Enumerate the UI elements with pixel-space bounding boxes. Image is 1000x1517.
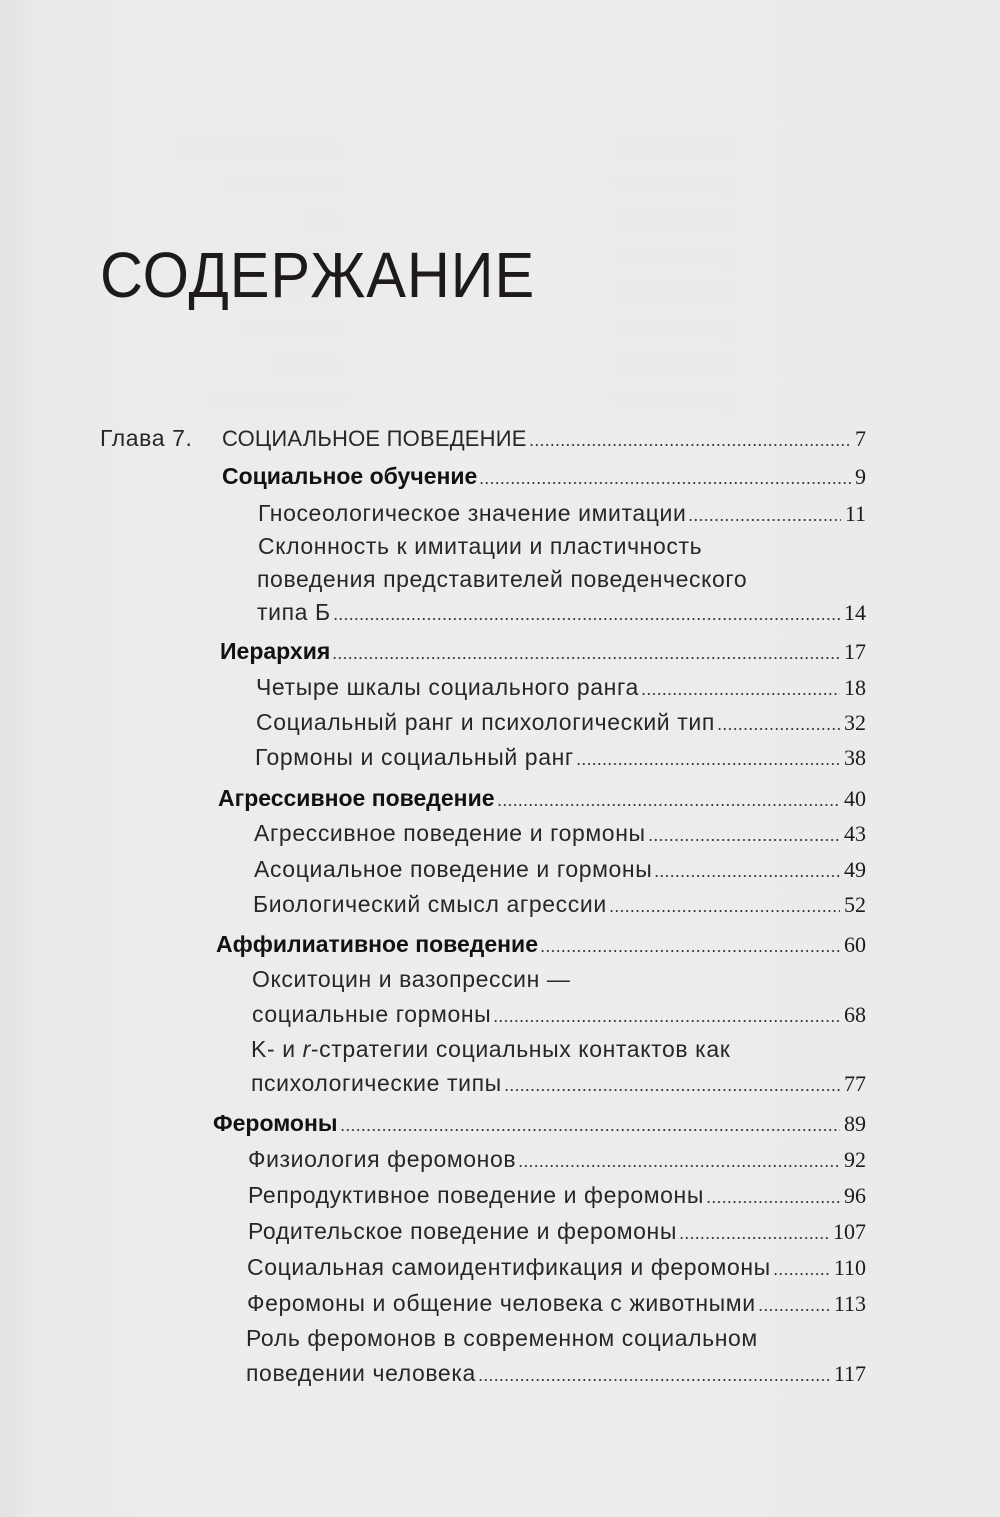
subsection-title-line: психологические типы [251, 1070, 502, 1096]
chapter-title: СОЦИАЛЬНОЕ ПОВЕДЕНИЕ [222, 426, 527, 451]
page-number: 40 [844, 786, 866, 811]
dot-leader [518, 1165, 840, 1167]
toc-section-entry[interactable] [220, 638, 866, 665]
toc-section-entry[interactable] [213, 1110, 866, 1137]
toc-subsection-entry[interactable] [246, 1360, 866, 1387]
toc-subsection-entry[interactable] [258, 500, 866, 527]
dot-leader [493, 1020, 840, 1022]
subsection-title: Биологический смысл агрессии [253, 891, 607, 917]
page-number: 110 [833, 1255, 866, 1280]
toc-subsection-entry[interactable] [252, 1001, 866, 1028]
subsection-title-italic: r [302, 1036, 311, 1062]
section-title: Иерархия [220, 638, 331, 664]
toc-subsection-entry[interactable] [256, 709, 866, 736]
section-title: Феромоны [213, 1110, 338, 1136]
subsection-title-line: Роль феромонов в современном социальном [246, 1325, 758, 1351]
subsection-title-line: социальные гормоны [252, 1001, 492, 1027]
page-number: 89 [844, 1111, 866, 1136]
subsection-title: Гормоны и социальный ранг [255, 744, 574, 770]
section-title: Аффилиативное поведение [216, 931, 538, 957]
subsection-title-line: поведения представителей поведенческого [257, 566, 748, 592]
subsection-title: Социальный ранг и психологический тип [256, 709, 715, 735]
page-number: 18 [844, 675, 866, 700]
dot-leader [540, 950, 840, 952]
page-number: 96 [844, 1183, 866, 1208]
subsection-title-line: поведении человека [246, 1360, 476, 1386]
dot-leader [773, 1273, 830, 1275]
page-number: 49 [844, 857, 866, 882]
chapter-label: Глава 7. [100, 425, 193, 451]
toc-section-entry[interactable] [218, 785, 866, 812]
toc-chapter-entry[interactable] [100, 425, 866, 452]
page-number: 43 [844, 821, 866, 846]
page-number: 17 [844, 639, 866, 664]
toc-subsection-entry[interactable] [256, 674, 866, 701]
dot-leader [504, 1089, 840, 1091]
page-number: 32 [844, 710, 866, 735]
page-number: 113 [833, 1291, 866, 1316]
subsection-title-line [251, 1036, 730, 1063]
toc-subsection-entry[interactable] [257, 599, 866, 626]
dot-leader [529, 444, 851, 446]
subsection-title: Гносеологическое значение имитации [258, 500, 687, 526]
dot-leader [688, 519, 840, 521]
page-number: 117 [833, 1361, 866, 1386]
subsection-title: Репродуктивное поведение и феромоны [248, 1182, 704, 1208]
dot-leader [641, 693, 840, 695]
toc-subsection-entry[interactable] [255, 744, 866, 771]
dot-leader [717, 728, 840, 730]
section-title: Агрессивное поведение [218, 785, 495, 811]
dot-leader [479, 482, 851, 484]
dot-leader [758, 1309, 830, 1311]
dot-leader [609, 910, 840, 912]
dot-leader [497, 804, 841, 806]
dot-leader [333, 618, 840, 620]
subsection-title-line: Окситоцин и вазопрессин — [252, 966, 571, 992]
dot-leader [648, 839, 840, 841]
toc-subsection-entry[interactable] [248, 1146, 866, 1173]
toc-subsection-entry[interactable] [254, 820, 866, 847]
dot-leader [706, 1201, 840, 1203]
toc-subsection-entry[interactable] [248, 1182, 866, 1209]
page-title: СОДЕРЖАНИЕ [100, 239, 536, 311]
subsection-title-line: типа Б [257, 599, 331, 625]
subsection-title-rest: -стратегии социальных контактов как [310, 1036, 731, 1062]
dot-leader [478, 1379, 830, 1381]
page-number: 7 [855, 426, 866, 451]
dot-leader [679, 1237, 829, 1239]
page-number: 14 [844, 600, 866, 625]
subsection-title: Физиология феромонов [248, 1146, 517, 1172]
page-number: 107 [833, 1219, 866, 1244]
toc-subsection-entry[interactable] [254, 856, 866, 883]
section-title: Социальное обучение [222, 463, 478, 489]
dot-leader [576, 763, 840, 765]
subsection-title: Агрессивное поведение и гормоны [254, 820, 646, 846]
dot-leader [332, 657, 840, 659]
subsection-title: Социальная самоидентификация и феромоны [247, 1254, 771, 1280]
page-number: 52 [844, 892, 866, 917]
page-number: 9 [855, 464, 866, 489]
toc-subsection-entry[interactable] [248, 1218, 866, 1245]
page-number: 11 [844, 501, 866, 526]
page-number: 60 [844, 932, 866, 957]
page-number: 77 [844, 1071, 866, 1096]
page-number: 38 [844, 745, 866, 770]
toc-subsection-entry[interactable] [253, 891, 866, 918]
subsection-title: Четыре шкалы социального ранга [256, 674, 639, 700]
subsection-title-prefix: K- и [251, 1036, 303, 1062]
toc-subsection-entry[interactable] [251, 1070, 866, 1097]
subsection-title: Асоциальное поведение и гормоны [254, 856, 653, 882]
page-number: 68 [844, 1002, 866, 1027]
page-number: 92 [844, 1147, 866, 1172]
subsection-title: Родительское поведение и феромоны [248, 1218, 677, 1244]
dot-leader [340, 1129, 840, 1131]
toc-section-entry[interactable] [222, 463, 866, 490]
dot-leader [654, 875, 840, 877]
subsection-title-line: Склонность к имитации и пластичность [258, 533, 703, 559]
toc-subsection-entry[interactable] [247, 1254, 866, 1281]
subsection-title: Феромоны и общение человека с животными [247, 1290, 756, 1316]
toc-subsection-entry[interactable] [247, 1290, 866, 1317]
toc-section-entry[interactable] [216, 931, 866, 958]
